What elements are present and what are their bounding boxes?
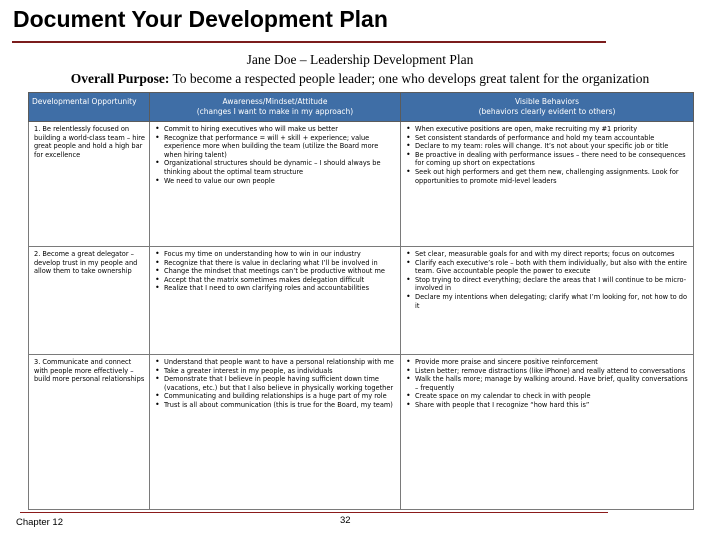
list-item: • Organizational structures should be dynamic – I should always be thinking about the optimal team structure — [164, 159, 396, 176]
header-awareness-subtitle: (changes I want to make in my approach) — [196, 107, 354, 116]
list-item: • Listen better; remove distractions (like iPhone) and really attend to conversations — [415, 367, 689, 376]
behaviors-list — [405, 358, 689, 410]
list-item: • Be proactive in dealing with performance issues – there need to be consequences for coming up short on expectations — [415, 151, 689, 168]
list-item: • Commit to hiring executives who will make us better — [164, 125, 396, 134]
list-item: • Share with people that I recognize “how hard this is” — [415, 401, 689, 410]
behaviors-cell — [401, 247, 694, 355]
list-item: • Declare my intentions when delegating; clarify what I’m looking for, not how to do it — [415, 293, 689, 310]
list-item: • Focus my time on understanding how to win in our industry — [164, 250, 396, 259]
header-behaviors-subtitle: (behaviors clearly evident to others) — [478, 107, 616, 116]
opportunity-cell: 2. Become a great delegator – develop trust in my people and allow them to take ownership — [29, 247, 150, 355]
awareness-list — [154, 250, 396, 293]
list-item: • Create space on my calendar to check in with people — [415, 392, 689, 401]
list-item: • Clarify each executive’s role – both with them individually, but also with the entire team. Give accountable people the power to execute — [415, 259, 689, 276]
behaviors-list — [405, 125, 689, 185]
awareness-list — [154, 125, 396, 185]
list-item: • When executive positions are open, make recruiting my #1 priority — [415, 125, 689, 134]
table-row — [29, 355, 694, 510]
overall-purpose — [0, 71, 720, 87]
awareness-cell — [150, 355, 401, 510]
awareness-cell — [150, 247, 401, 355]
behaviors-cell — [401, 355, 694, 510]
table-row — [29, 122, 694, 247]
opportunity-cell: 3. Communicate and connect with people more effectively – build more personal relationships — [29, 355, 150, 510]
list-item: • Accept that the matrix sometimes makes delegation difficult — [164, 276, 396, 285]
list-item: • Walk the halls more; manage by walking around. Have brief, quality conversations – frequently — [415, 375, 689, 392]
header-behaviors — [401, 93, 694, 122]
list-item: • Understand that people want to have a personal relationship with me — [164, 358, 396, 367]
chapter-label: Chapter 12 — [16, 517, 64, 528]
opportunity-cell: 1. Be relentlessly focused on building a world-class team – hire great people and hold a high bar for excellence — [29, 122, 150, 247]
list-item: • Seek out high performers and get them new, challenging assignments. Look for opportunities to promote mid-level leaders — [415, 168, 689, 185]
title-underline — [12, 41, 606, 43]
header-opportunity: Developmental Opportunity — [29, 93, 150, 122]
table-header-row — [29, 93, 694, 122]
footer-rule — [20, 512, 608, 513]
list-item: • Recognize that there is value in declaring what I’ll be involved in — [164, 259, 396, 268]
behaviors-cell — [401, 122, 694, 247]
table-row — [29, 247, 694, 355]
awareness-cell — [150, 122, 401, 247]
list-item: • Take a greater interest in my people, as individuals — [164, 367, 396, 376]
header-awareness — [150, 93, 401, 122]
awareness-list — [154, 358, 396, 410]
list-item: • Realize that I need to own clarifying roles and accountabilities — [164, 284, 396, 293]
list-item: • Set consistent standards of performance and hold my team accountable — [415, 134, 689, 143]
list-item: • Demonstrate that I believe in people having sufficient down time (vacations, etc.) but that I also believe in physically working together — [164, 375, 396, 392]
development-plan-table — [28, 92, 694, 510]
behaviors-list — [405, 250, 689, 310]
list-item: • Declare to my team: roles will change. It’s not about your specific job or title — [415, 142, 689, 151]
plan-name: Jane Doe – Leadership Development Plan — [246, 52, 474, 67]
list-item: • Communicating and building relationships is a huge part of my role — [164, 392, 396, 401]
list-item: • Recognize that performance = will + skill + experience; value experience more when building the team (utilize the Board more when hiring talent) — [164, 134, 396, 160]
list-item: • We need to value our own people — [164, 177, 396, 186]
header-awareness-title: Awareness/Mindset/Attitude — [222, 97, 328, 106]
page-number: 32 — [340, 515, 351, 526]
list-item: • Stop trying to direct everything; declare the areas that I will continue to be micro-involved in — [415, 276, 689, 293]
list-item: • Trust is all about communication (this is true for the Board, my team) — [164, 401, 396, 410]
list-item: • Provide more praise and sincere positive reinforcement — [415, 358, 689, 367]
list-item: • Change the mindset that meetings can’t be productive without me — [164, 267, 396, 276]
purpose-label: Overall Purpose: — [70, 71, 170, 86]
purpose-text: To become a respected people leader; one who develops great talent for the organization — [172, 71, 650, 86]
slide-title: Document Your Development Plan — [13, 6, 388, 32]
header-behaviors-title: Visible Behaviors — [514, 97, 580, 106]
list-item: • Set clear, measurable goals for and with my direct reports; focus on outcomes — [415, 250, 689, 259]
